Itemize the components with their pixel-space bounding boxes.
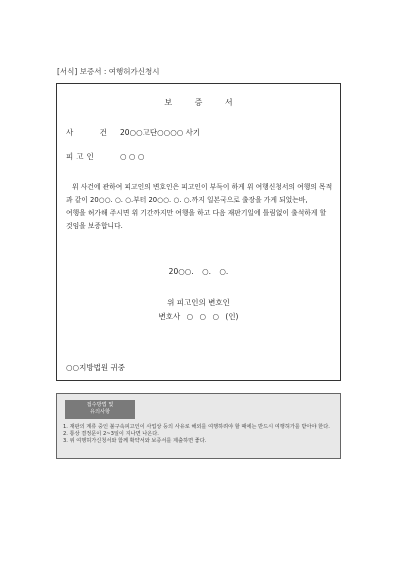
notes-tab-line: 접수방법 및: [86, 402, 114, 408]
document-date: 20○○. ○. ○.: [168, 267, 229, 276]
defendant-row: [66, 151, 144, 162]
document-title: 보 증 서: [164, 98, 243, 107]
document-body: [66, 181, 334, 233]
notes-tab-line: 유의사항: [89, 409, 111, 415]
notes-panel: [56, 393, 341, 459]
note-item: 3. 위 여행허가신청서와 함께 확약서와 보증서를 제출하면 좋다.: [63, 438, 207, 445]
defendant-label: 피고인: [66, 152, 97, 161]
note-item: 1. 재판의 계류 중인 불구속피고인이 사업상 등의 사유로 해외를 여행하려야 할 때에는 반드시 여행허가를 받아야 한다.: [63, 424, 330, 430]
body-paragraph: 위 사건에 관하여 피고인의 변호인은 피고인이 부득이 하게 위 여행신청서의 여행의 목적과 같이 20○○. ○. ○.부터 20○○. ○. ○.까지 일본국으로 출장을 가게 되었는바,: [66, 183, 333, 204]
guarantee-document: [56, 83, 341, 381]
note-item: 2. 통상 결정문이 2~3일이 지나면 나온다.: [63, 431, 159, 438]
form-type-label: [서식] 보증서 : 여행허가신청시: [57, 67, 160, 76]
guarantor-signature: 변호사 ○ ○ ○ (인): [158, 312, 239, 321]
notes-tab: [65, 400, 135, 419]
case-row: [66, 127, 200, 138]
court-addressee: ○○지방법원 귀중: [66, 363, 125, 372]
case-label: 사 건: [66, 128, 119, 137]
defendant-value: ○ ○ ○: [120, 152, 145, 161]
guarantor-title: 위 피고인의 변호인: [167, 298, 230, 307]
case-value: 20○○고단○○○○ 사기: [120, 128, 201, 137]
notes-list: [63, 424, 335, 446]
body-paragraph: 여행을 허가해 주시면 위 기간까지만 여행을 하고 다음 재판기일에 틀림없이 출석하게 할 것임을 보증합니다.: [66, 209, 327, 230]
